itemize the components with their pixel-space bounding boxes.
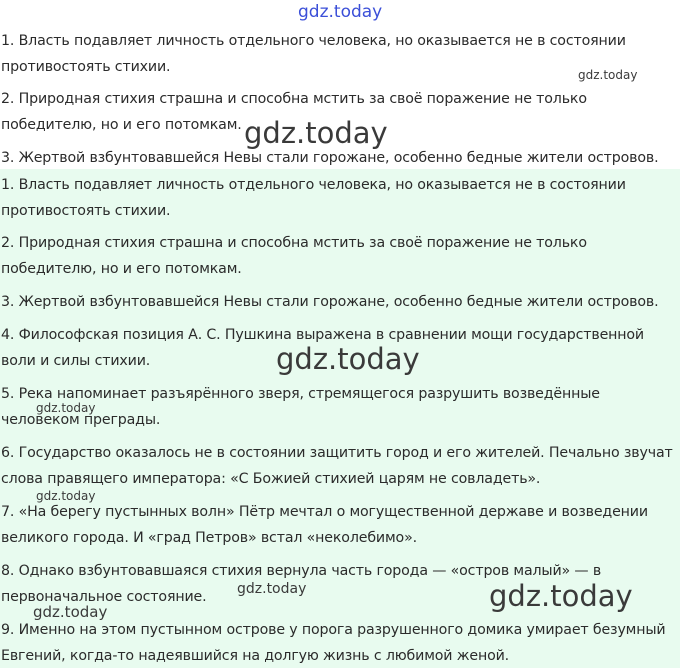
list-item: 3. Жертвой взбунтовавшейся Невы стали горожане, особенно бедные жители островов. xyxy=(1,150,659,166)
list-item: 2. Природная стихия страшна и способна мстить за своё поражение не только победителю, но и его потомкам. xyxy=(1,91,587,133)
summary-list-main xyxy=(0,169,680,668)
list-item: 1. Власть подавляет личность отдельного человека, но оказывается не в состоянии противостоять стихии. xyxy=(1,33,626,75)
list-item: 9. Именно на этом пустынном острове у порога разрушенного домика умирает безумный Евгений, когда-то надеявшийся на долгую жизнь с любимой женой. xyxy=(1,622,666,664)
summary-list-top xyxy=(0,28,680,169)
watermark-small: gdz.today xyxy=(36,489,96,503)
list-item: 4. Философская позиция А. С. Пушкина выражена в сравнении мощи государственной воли и силы стихии. xyxy=(1,327,644,369)
watermark-small: gdz.today xyxy=(33,603,108,621)
watermark-small: gdz.today xyxy=(36,401,96,415)
watermark-large: gdz.today xyxy=(276,342,420,376)
watermark-large: gdz.today xyxy=(489,579,633,613)
watermark-small: gdz.today xyxy=(237,581,307,597)
list-item: 1. Власть подавляет личность отдельного человека, но оказывается не в состоянии противостоять стихии. xyxy=(1,177,626,219)
list-item: 2. Природная стихия страшна и способна мстить за своё поражение не только победителю, но и его потомкам. xyxy=(1,235,587,277)
list-item: 3. Жертвой взбунтовавшейся Невы стали горожане, особенно бедные жители островов. xyxy=(1,294,659,310)
watermark-header: gdz.today xyxy=(298,2,383,22)
list-item: 7. «На берегу пустынных волн» Пётр мечтал о могущественной державе и возведении великого города. И «град Петров» встал «неколебимо». xyxy=(1,504,648,546)
watermark-large: gdz.today xyxy=(244,116,388,150)
list-item: 6. Государство оказалось не в состоянии защитить город и его жителей. Печально звучат слова правящего императора: «С Божией стихией царям не совладеть». xyxy=(1,445,673,487)
watermark-small: gdz.today xyxy=(578,68,638,82)
list-item: 8. Однако взбунтовавшаяся стихия вернула часть города — «остров малый» — в первоначальное состояние. xyxy=(1,563,602,605)
list-item: 5. Река напоминает разъярённого зверя, стремящегося разрушить возведённые человеком преграды. xyxy=(1,386,600,428)
